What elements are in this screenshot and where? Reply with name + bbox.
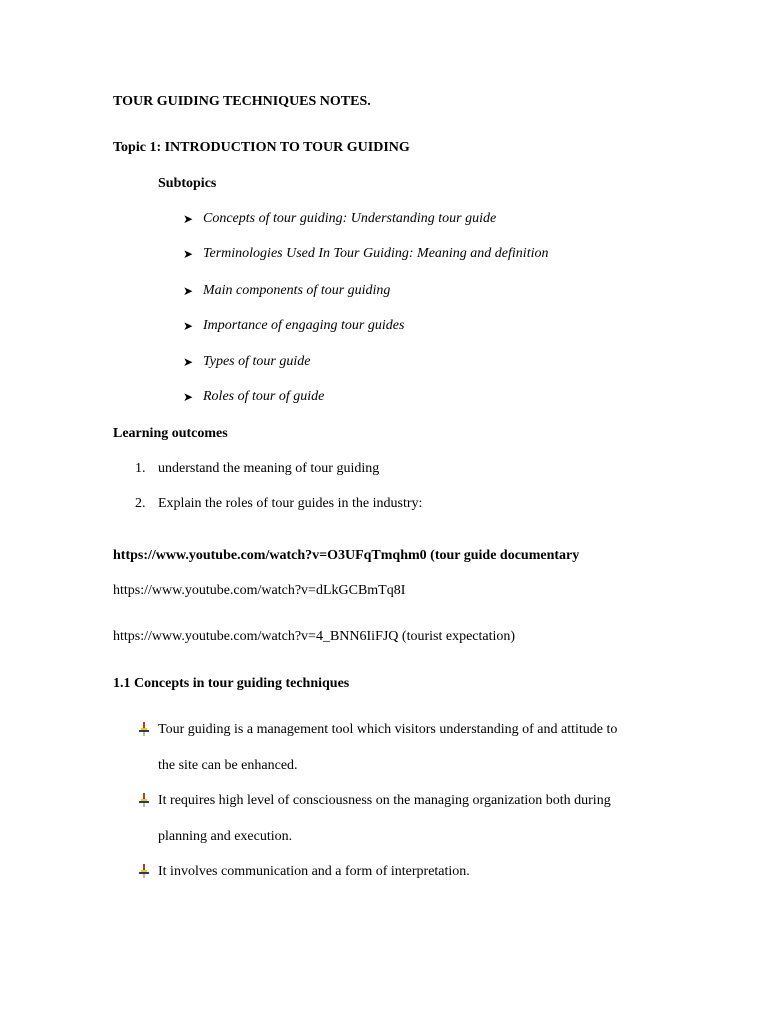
pushpin-bullet-icon: [136, 863, 152, 879]
link-video[interactable]: https://www.youtube.com/watch?v=dLkGCBmTq8I: [113, 583, 406, 598]
subtopics-heading: Subtopics: [158, 176, 217, 191]
document-title: TOUR GUIDING TECHNIQUES NOTES.: [113, 94, 371, 109]
arrow-bullet-icon: ➤: [183, 284, 194, 298]
link-tourist-expectation[interactable]: https://www.youtube.com/watch?v=4_BNN6IiFJQ (tourist expectation): [113, 629, 516, 644]
link-documentary[interactable]: https://www.youtube.com/watch?v=O3UFqTmqhm0 (tour guide documentary: [113, 548, 580, 563]
subtopic-item: Terminologies Used In Tour Guiding: Meaning and definition: [203, 246, 549, 261]
arrow-bullet-icon: ➤: [183, 247, 194, 261]
concept-item-continued: the site can be enhanced.: [158, 758, 298, 773]
concept-item: It involves communication and a form of interpretation.: [158, 864, 470, 879]
learning-outcomes-heading: Learning outcomes: [113, 426, 228, 441]
arrow-bullet-icon: ➤: [183, 355, 194, 369]
subtopic-item: Concepts of tour guiding: Understanding tour guide: [203, 211, 497, 226]
subtopic-item: Importance of engaging tour guides: [203, 318, 405, 333]
arrow-bullet-icon: ➤: [183, 212, 194, 226]
pushpin-bullet-icon: [136, 721, 152, 737]
subtopic-item: Types of tour guide: [203, 354, 311, 369]
section-heading: 1.1 Concepts in tour guiding techniques: [113, 676, 350, 691]
pushpin-bullet-icon: [136, 792, 152, 808]
topic-heading: Topic 1: INTRODUCTION TO TOUR GUIDING: [113, 140, 410, 155]
outcome-item: Explain the roles of tour guides in the industry:: [158, 496, 423, 511]
concept-item: It requires high level of consciousness on the managing organization both during: [158, 793, 611, 808]
subtopic-item: Main components of tour guiding: [203, 283, 391, 298]
outcome-number: 2.: [135, 496, 146, 511]
outcome-number: 1.: [135, 461, 146, 476]
arrow-bullet-icon: ➤: [183, 319, 194, 333]
concept-item-continued: planning and execution.: [158, 829, 293, 844]
subtopic-item: Roles of tour of guide: [203, 389, 325, 404]
arrow-bullet-icon: ➤: [183, 390, 194, 404]
concept-item: Tour guiding is a management tool which visitors understanding of and attitude to: [158, 722, 618, 737]
outcome-item: understand the meaning of tour guiding: [158, 461, 380, 476]
